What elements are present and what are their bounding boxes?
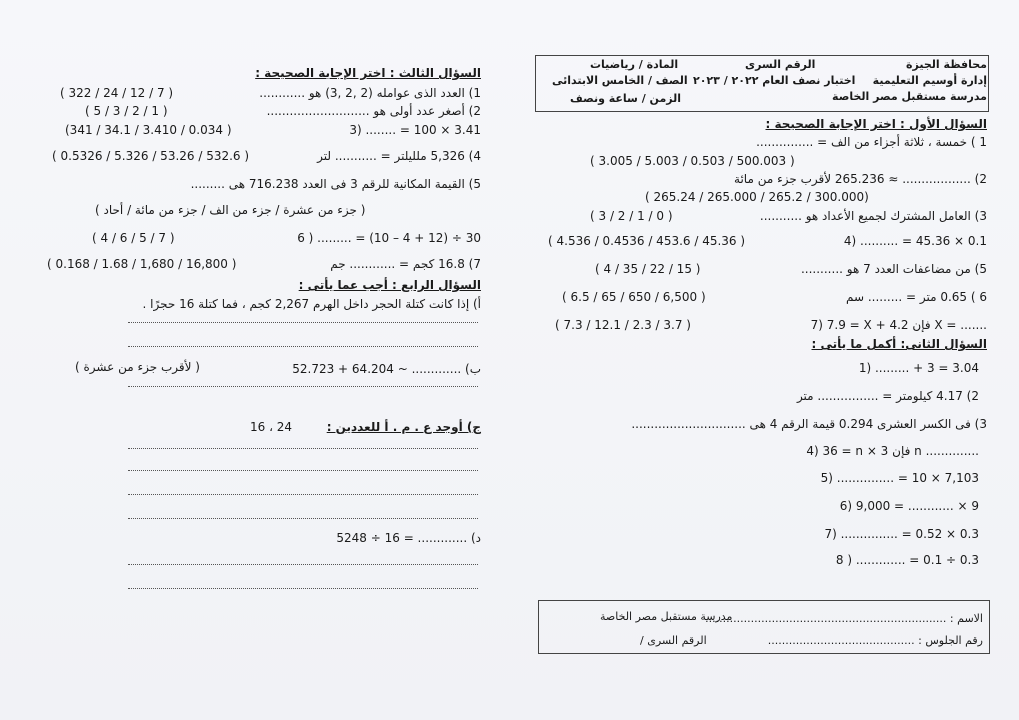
q2-item-6: 6) 9,000 = ............ × 9 — [839, 499, 979, 513]
grade: الصف / الخامس الابتدائى — [552, 74, 688, 87]
q3-item-3: 3) ........ = 100 × 3.41 — [349, 123, 481, 137]
q1-item-1: 1 ) خمسة ، ثلاثة أجزاء من الف = ............... — [756, 135, 987, 149]
q2-item-7: 7) ............... = 0.52 × 0.3 — [824, 527, 979, 541]
answer-line[interactable] — [128, 494, 478, 495]
q4-part-c: ج) أوجد ع . م . أ للعددين : — [326, 420, 481, 434]
q1-choices-1: ( 3.005 / 5.003 / 0.503 / 500.003 ) — [590, 154, 795, 168]
school-name: مدرسة مستقبل مصر الخاصة — [832, 90, 987, 103]
q3-choices-1: ( 322 / 24 / 12 / 7 ) — [60, 86, 174, 100]
q1-choices-2: ( 265.24 / 265.000 / 265.2 / 300.000) — [645, 190, 869, 204]
answer-line[interactable] — [128, 448, 478, 449]
q4-part-b-note: ( لأقرب جزء من عشرة ) — [75, 360, 200, 374]
q3-item-5: 5) القيمة المكانية للرقم 3 فى العدد 716.238 هى ......... — [190, 177, 481, 191]
subject: المادة / رياضيات — [590, 58, 679, 71]
q3-choices-2: ( 5 / 3 / 2 / 1 ) — [85, 104, 168, 118]
q4-title: السؤال الرابع : أجب عما يأتى : — [298, 278, 481, 292]
q3-item-1: 1) العدد الذى عوامله (2 ,2 ,3) هو ............ — [259, 86, 481, 100]
secret-number-label: الرقم السرى — [745, 58, 816, 71]
q4-part-a: أ) إذا كانت كتلة الحجر داخل الهرم 2,267 كجم ، فما كتلة 16 حجرًا . — [142, 297, 481, 311]
q4-part-d: د) ............. = 16 ÷ 5248 — [336, 531, 481, 545]
administration: إدارة أوسيم التعليمية — [872, 74, 987, 87]
footer-secret-number: الرقم السرى / — [640, 634, 707, 647]
q2-item-5: 5) ............... = 10 × 7,103 — [820, 471, 979, 485]
answer-line[interactable] — [128, 588, 478, 589]
q3-item-2: 2) أصغر عدد أولى هو ........................... — [266, 104, 481, 118]
answer-line[interactable] — [128, 470, 478, 471]
q1-item-4: 4) .......... = 45.36 × 0.1 — [843, 234, 987, 248]
q1-item-6: 6 ) 0.65 متر = ......... سم — [845, 290, 987, 304]
q3-choices-3: (341 / 34.1 / 3.410 / 0.034 ) — [65, 123, 232, 137]
q3-choices-4: ( 0.5326 / 5.326 / 53.26 / 532.6 ) — [52, 149, 250, 163]
answer-line[interactable] — [128, 322, 478, 323]
name-field[interactable]: الاسم : ..................................................................... — [705, 612, 983, 625]
q1-choices-5: ( 4 / 35 / 22 / 15 ) — [595, 262, 701, 276]
q3-choices-5: ( جزء من عشرة / جزء من الف / جزء من مائة / أحاد ) — [95, 203, 366, 217]
q1-choices-6: ( 6.5 / 65 / 650 / 6,500 ) — [562, 290, 706, 304]
answer-line[interactable] — [128, 346, 478, 347]
exam-title: اختبار نصف العام ٢٠٢٢ / ٢٠٢٣ — [693, 74, 856, 87]
q3-item-4: 4) 5,326 ملليلتر = ........... لتر — [317, 149, 481, 163]
q4-part-c-numbers: 16 ، 24 — [250, 420, 293, 434]
q3-item-7: 7) 16.8 كجم = ............ جم — [330, 257, 481, 271]
q1-item-2: 2) .................. ≈ 265.236 لأقرب جزء من مائة — [734, 172, 987, 186]
q1-choices-3: ( 3 / 2 / 1 / 0 ) — [590, 209, 673, 223]
time: الزمن / ساعة ونصف — [570, 92, 681, 105]
q1-item-7: 7) 7.9 = X + 4.2 فإن X = ....... — [810, 318, 987, 332]
q3-item-6: 6 ) ......... = (10 – 4 + 12) ÷ 30 — [297, 231, 481, 245]
q2-item-1: 1) ......... + 3 = 3.04 — [858, 361, 979, 375]
q2-item-4: 4) 36 = n × 3 فإن n .............. — [806, 444, 979, 458]
q4-part-b: ب) ............. ~ 64.204 + 52.723 — [292, 362, 481, 376]
q1-choices-4: ( 4.536 / 0.4536 / 453.6 / 45.36 ) — [548, 234, 746, 248]
q2-item-2: 2) 4.17 كيلومتر = ................ متر — [796, 389, 979, 403]
seat-number-field[interactable]: رقم الجلوس : .......................................... — [767, 634, 983, 647]
q1-choices-7: ( 7.3 / 12.1 / 2.3 / 3.7 ) — [555, 318, 691, 332]
q2-item-3: 3) فى الكسر العشرى 0.294 قيمة الرقم 4 هى .............................. — [631, 417, 987, 431]
q1-item-5: 5) من مضاعفات العدد 7 هو ........... — [800, 262, 987, 276]
answer-line[interactable] — [128, 386, 478, 387]
q2-title: السؤال الثانى: أكمل ما يأتى : — [811, 337, 987, 351]
governorate: محافظة الجيزة — [906, 58, 987, 71]
q3-choices-7: ( 0.168 / 1.68 / 1,680 / 16,800 ) — [47, 257, 237, 271]
answer-line[interactable] — [128, 518, 478, 519]
footer-school: مدرسة مستقبل مصر الخاصة — [600, 610, 733, 623]
q3-choices-6: ( 4 / 6 / 5 / 7 ) — [92, 231, 175, 245]
q3-title: السؤال الثالث : اختر الإجابة الصحيحة : — [255, 66, 481, 80]
q1-title: السؤال الأول : اختر الإجابة الصحيحة : — [765, 117, 987, 131]
answer-line[interactable] — [128, 564, 478, 565]
q2-item-8: 8 ) ............. = 0.1 ÷ 0.3 — [835, 553, 979, 567]
q1-item-3: 3) العامل المشترك لجميع الأعداد هو ........... — [759, 209, 987, 223]
